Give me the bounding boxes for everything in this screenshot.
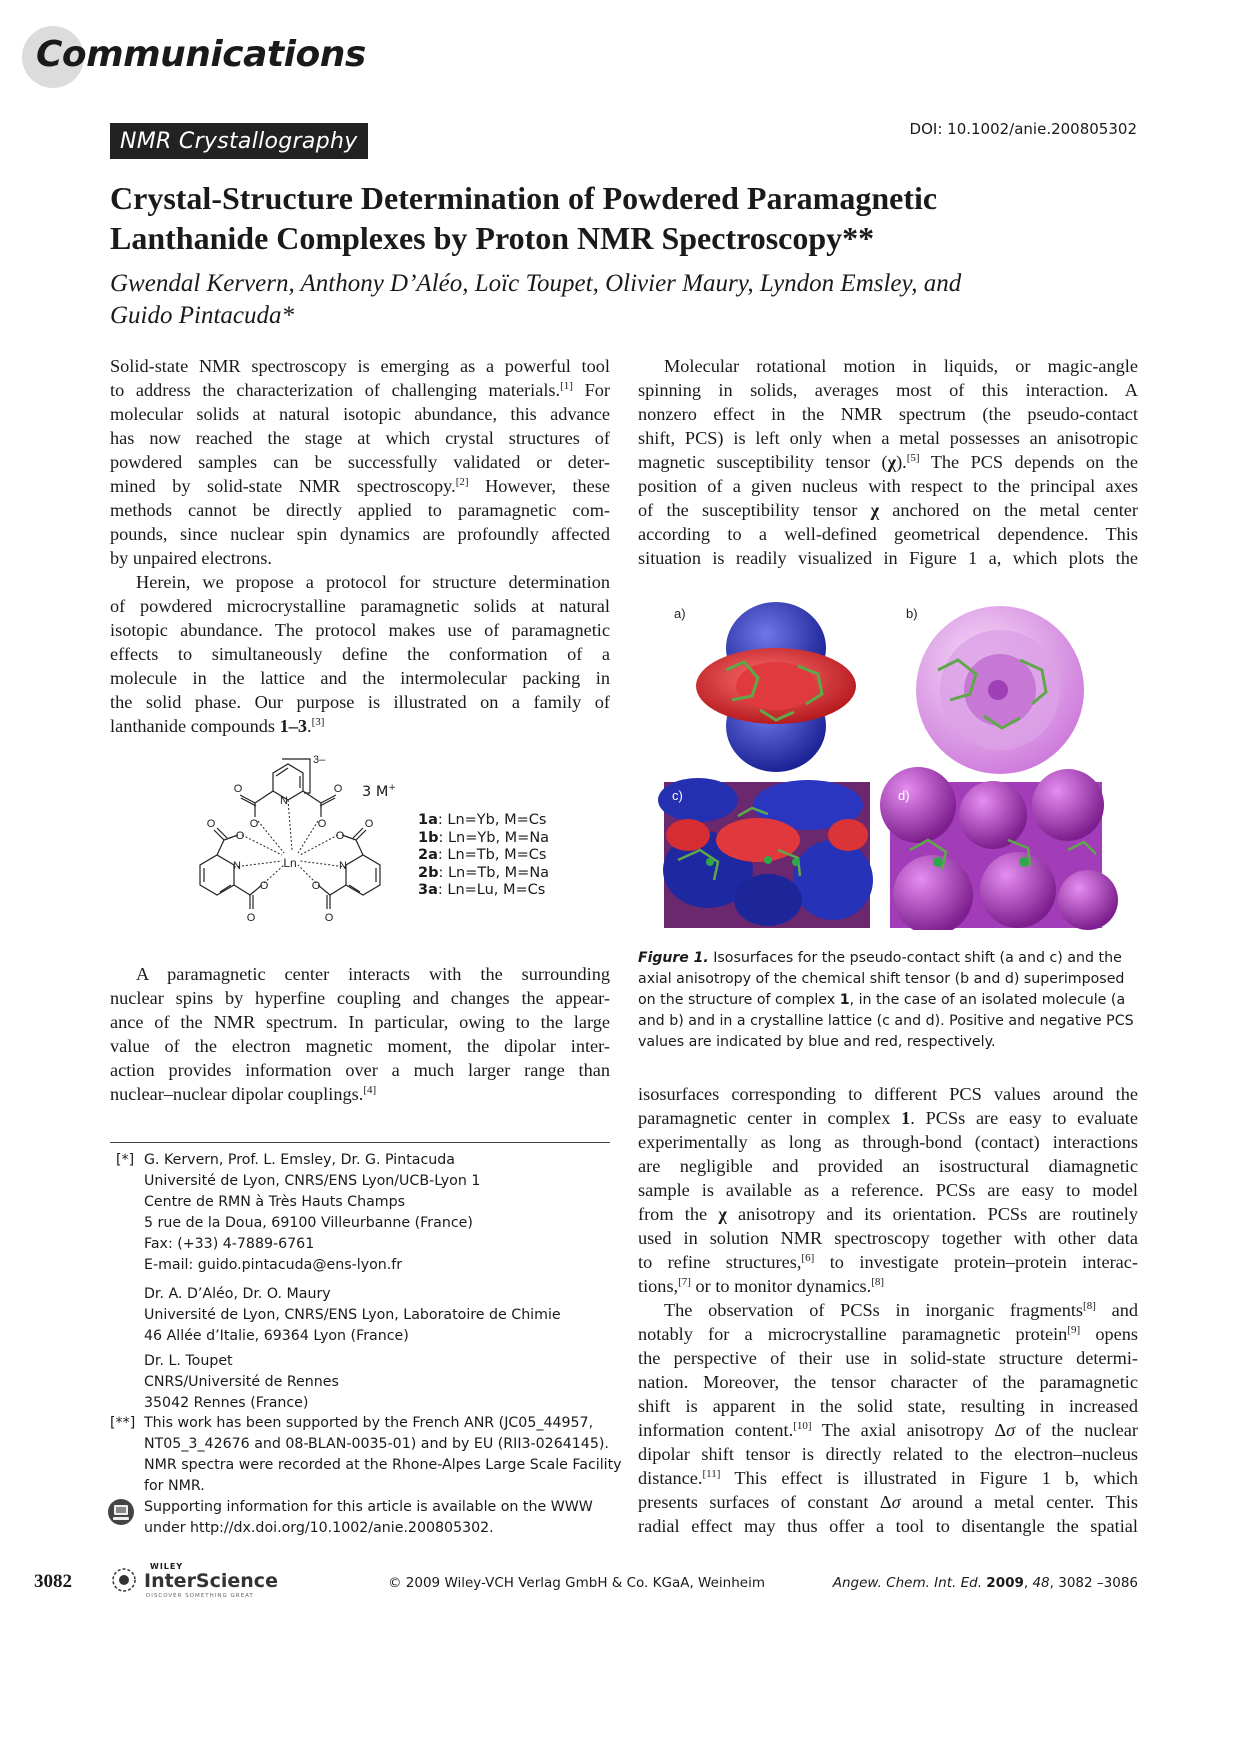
text-line [638, 1106, 1138, 1130]
text-line: molecule in the lattice and the intermolecular packing in [110, 668, 610, 688]
supporting-line: Supporting information for this article is available on the WWW [144, 1499, 593, 1515]
text-line: shift is apparent in the solid state, resulting in increased [638, 1396, 1138, 1416]
footnote-mark: [*] [116, 1152, 135, 1168]
text-line: of powdered microcrystalline paramagnetic solids at natural [110, 596, 610, 616]
paragraph-rotational [638, 354, 1138, 570]
panel-b-isolated-anisotropy [916, 606, 1084, 774]
affiliation-line: Université de Lyon, CNRS/ENS Lyon/UCB-Lyon 1 [144, 1173, 481, 1189]
text-line: used in solution NMR spectroscopy together with other data [638, 1228, 1138, 1248]
sigma-symbol: σ [1006, 1420, 1016, 1440]
text-line: spinning in solids, averages most of this interaction. A [638, 380, 1138, 400]
affiliation-line: Dr. L. Toupet [144, 1353, 233, 1369]
text-line: by unpaired electrons. [110, 548, 272, 568]
title-line: Lanthanide Complexes by Proton NMR Spectroscopy** [110, 220, 875, 256]
funding-line: NT05_3_42676 and 08-BLAN-0035-01) and by EU (RII3-0264145). [144, 1436, 609, 1452]
funding-line: NMR spectra were recorded at the Rhone-Alpes Large Scale Facility [144, 1457, 622, 1473]
supporting-info-note [144, 1497, 593, 1539]
caption-text: on the structure of complex [638, 992, 840, 1008]
caption-line [638, 948, 1138, 969]
email-link[interactable]: E-mail: guido.pintacuda@ens-lyon.fr [144, 1257, 403, 1273]
panel-a-isolated-pcs [696, 602, 856, 772]
panel-label: c) [672, 788, 683, 803]
text-line: the solid phase. Our purpose is illustrated on a family of [110, 692, 610, 712]
figure-1-panels [648, 600, 1118, 930]
compound-desc: : Ln=Lu, M=Cs [437, 882, 546, 898]
charge-label: 3– [313, 755, 326, 766]
text-run: magnetic susceptibility tensor ( [638, 452, 888, 472]
chi-symbol: χ [887, 452, 897, 472]
text-run: presents surfaces of constant Δ [638, 1492, 892, 1512]
citation[interactable]: [8] [1083, 1299, 1096, 1312]
text-run: The axial anisotropy Δ [811, 1420, 1007, 1440]
citation[interactable]: [4] [363, 1083, 377, 1096]
logo-text: InterScience [144, 1570, 278, 1592]
citation[interactable]: [1] [560, 379, 573, 392]
text-run: This effect is illustrated in Figure 1 b, which [720, 1468, 1138, 1488]
text-line: A paramagnetic center interacts with the surrounding [136, 964, 610, 984]
text-line: dipolar shift tensor is directly related to the electron–nucleus [638, 1444, 1138, 1464]
chi-symbol: χ [870, 500, 880, 520]
panel-c-lattice-pcs [658, 778, 873, 928]
affiliation-2 [144, 1284, 561, 1347]
chemical-structure [180, 755, 420, 935]
text-run: opens [1080, 1324, 1138, 1344]
atom-label: N [339, 860, 347, 872]
citation[interactable]: [9] [1067, 1323, 1081, 1336]
funding-note [144, 1413, 622, 1497]
atom-label: O [317, 818, 327, 830]
text-line [110, 378, 610, 402]
text-line: action provides information over a much larger range than [110, 1060, 610, 1080]
compound-item [418, 830, 549, 848]
pyridine-ring [273, 764, 303, 800]
panel-label: d) [898, 788, 910, 803]
citation[interactable]: [2] [455, 475, 469, 488]
compound-item [418, 812, 549, 830]
text-run: The PCS depends on the [919, 452, 1138, 472]
affiliation-line: Université de Lyon, CNRS/ENS Lyon, Laboratoire de Chimie [144, 1307, 561, 1323]
paragraph-protocol [110, 570, 610, 738]
citation[interactable]: [10] [793, 1419, 812, 1432]
compound-id: 3a [418, 882, 438, 898]
counterion-label [362, 783, 396, 800]
caption-line: and b) and in a crystalline lattice (c and d). Positive and negative PCS [638, 1013, 1134, 1029]
text-line: effects to simultaneously define the conformation of a [110, 644, 610, 664]
text-line [638, 1202, 1138, 1226]
compound-desc: : Ln=Tb, M=Na [438, 864, 550, 881]
compound-id: 2b [418, 864, 439, 881]
affiliation-line: Dr. A. D’Aléo, Dr. O. Maury [144, 1286, 331, 1302]
text-run: mined by solid-state NMR spectroscopy. [110, 476, 456, 496]
supporting-link[interactable]: under http://dx.doi.org/10.1002/anie.200805302. [144, 1520, 494, 1536]
text-line: nation. Moreover, the tensor character of the paramagnetic [638, 1372, 1138, 1392]
text-line [638, 1274, 1138, 1298]
caption-line [638, 990, 1138, 1011]
text-run: distance. [638, 1468, 703, 1488]
pyridine-ring [200, 855, 234, 895]
text-line: methods cannot be directly applied to paramagnetic com- [110, 500, 610, 520]
text-line: situation is readily visualized in Figure 1 a, which plots the [638, 548, 1138, 568]
atom-label: O [249, 818, 259, 830]
atom-label: O [233, 783, 243, 795]
title-line: Crystal-Structure Determination of Powdered Paramagnetic [110, 180, 938, 216]
text-run: to refine structures, [638, 1252, 802, 1272]
text-run: . PCSs are easy to evaluate [910, 1108, 1139, 1128]
text-line [638, 1490, 1138, 1514]
atom-label: N [280, 795, 288, 807]
citation[interactable]: [8] [871, 1275, 885, 1288]
journal-name: Angew. Chem. Int. Ed. [832, 1575, 982, 1591]
compound-desc: : Ln=Tb, M=Cs [437, 847, 547, 863]
compound-ref: 1 [839, 992, 850, 1008]
citation[interactable]: [5] [906, 451, 920, 464]
author-list [110, 268, 1140, 332]
compound-id: 1a [418, 812, 438, 828]
panel-label: a) [674, 606, 686, 621]
atom-label: O [246, 912, 256, 924]
sigma-symbol: σ [891, 1492, 901, 1512]
page-number: 3082 [34, 1571, 72, 1592]
text-line: position of a given nucleus with respect to the principal axes [638, 476, 1138, 496]
text-line: molecular solids at natural isotopic abundance, this advance [110, 404, 610, 424]
journal-pages: , 3082 –3086 [1049, 1575, 1138, 1591]
text-run: . [307, 716, 312, 736]
text-run: For [572, 380, 610, 400]
text-run: anchored on the metal center [879, 500, 1139, 520]
paragraph-paramagnetic [110, 962, 610, 1106]
author-line: Guido Pintacuda* [110, 302, 295, 329]
chi-symbol: χ [718, 1204, 727, 1224]
text-run: to investigate protein–protein interac- [814, 1252, 1138, 1272]
atom-label: O [324, 912, 334, 924]
paragraph-intro [110, 354, 610, 570]
journal-volume: 48 [1032, 1575, 1050, 1591]
text-run: and [1095, 1300, 1139, 1320]
text-run: of the susceptibility tensor [638, 500, 871, 520]
atom-label: O [333, 783, 343, 795]
copyright: © 2009 Wiley-VCH Verlag GmbH & Co. KGaA, Weinheim [388, 1575, 765, 1591]
text-line [110, 474, 610, 498]
text-line [638, 1418, 1138, 1442]
metal-label: Ln [283, 856, 297, 870]
affiliation-line: Fax: (+33) 4-7889-6761 [144, 1236, 315, 1252]
text-line: sample is available as a reference. PCSs are easy to model [638, 1180, 1138, 1200]
paragraph-observation [638, 1298, 1138, 1538]
atom-label: N [233, 860, 241, 872]
pyridine-ring [346, 855, 380, 895]
text-line [638, 1250, 1138, 1274]
text-line: shift, PCS) is left only when a metal possesses an anisotropic [638, 428, 1138, 448]
doi[interactable]: DOI: 10.1002/anie.200805302 [909, 120, 1137, 138]
caption-line: axial anisotropy of the chemical shift tensor (b and d) superimposed [638, 971, 1125, 987]
affiliation-line: 5 rue de la Doua, 69100 Villeurbanne (France) [144, 1215, 473, 1231]
section-tag: NMR Crystallography [110, 123, 368, 159]
text-line [110, 714, 610, 738]
text-line: nonzero effect in the NMR spectrum (the pseudo-contact [638, 404, 1138, 424]
affiliation-line: Centre de RMN à Très Hauts Champs [144, 1194, 405, 1210]
text-line [638, 450, 1138, 474]
text-line [110, 1082, 610, 1106]
atom-label: O [335, 830, 345, 842]
atom-label: O [259, 880, 269, 892]
atom-label: O [206, 818, 216, 830]
compound-item [418, 865, 549, 883]
compound-item [418, 882, 549, 900]
text-run: to address the characterization of challenging materials. [110, 380, 561, 400]
affiliation-line: 35042 Rennes (France) [144, 1395, 309, 1411]
text-line: powdered samples can be successfully validated or deter- [110, 452, 610, 472]
logo-small-text: WILEY [150, 1562, 184, 1571]
compound-id: 2a [418, 847, 438, 863]
text-line [638, 1466, 1138, 1490]
text-line: Herein, we propose a protocol for structure determination [136, 572, 610, 592]
atom-label: O [311, 880, 321, 892]
panel-label: b) [906, 606, 918, 621]
footnote-divider [110, 1142, 610, 1143]
logo-tagline: DISCOVER SOMETHING GREAT [146, 1593, 254, 1599]
caption-label: Figure 1. [638, 950, 709, 966]
interscience-logo [110, 1562, 280, 1600]
atom-label: O [364, 818, 374, 830]
text-line [638, 498, 1138, 522]
compound-item [418, 847, 549, 865]
citation[interactable]: [3] [311, 715, 325, 728]
text-line: value of the electron magnetic moment, the dipolar inter- [110, 1036, 610, 1056]
affiliation-line: G. Kervern, Prof. L. Emsley, Dr. G. Pintacuda [144, 1152, 455, 1168]
caption-text: Isosurfaces for the pseudo-contact shift (a and c) and the [708, 950, 1122, 966]
text-run: around a metal center. This [900, 1492, 1138, 1512]
text-run: However, these [468, 476, 611, 496]
text-line: experimentally as long as through-bond (contact) interactions [638, 1132, 1138, 1152]
text-line: Solid-state NMR spectroscopy is emerging as a powerful tool [110, 356, 610, 376]
text-run: lanthanide compounds [110, 716, 280, 736]
text-run: nuclear–nuclear dipolar couplings. [110, 1084, 364, 1104]
text-run: paramagnetic center in complex [638, 1108, 902, 1128]
figure-1 [648, 600, 1118, 930]
article-title [110, 178, 1140, 258]
text-line: has now reached the stage at which crystal structures of [110, 428, 610, 448]
text-line: are negligible and provided an isostructural diamagnetic [638, 1156, 1138, 1176]
caption-line: values are indicated by blue and red, respectively. [638, 1034, 996, 1050]
section-header: Communications [36, 34, 366, 75]
affiliation-line: 46 Allée d’Italie, 69364 Lyon (France) [144, 1328, 409, 1344]
funding-line: for NMR. [144, 1478, 205, 1494]
text-line: pounds, since nuclear spin dynamics are profoundly affected [110, 524, 610, 544]
text-run: anisotropy and its orientation. PCSs are routinely [726, 1204, 1138, 1224]
panel-d-lattice-anisotropy [880, 767, 1118, 930]
text-line [638, 1322, 1138, 1346]
text-run: from the [638, 1204, 719, 1224]
text-run: of the nuclear [1015, 1420, 1138, 1440]
interscience-globe-icon [110, 1566, 138, 1594]
text-run: ). [896, 452, 907, 472]
caption-text: , in the case of an isolated molecule (a [849, 992, 1126, 1008]
compound-ref: 1 [901, 1108, 911, 1128]
compound-list [418, 812, 549, 900]
citation[interactable]: [6] [801, 1251, 815, 1264]
citation[interactable]: [7] [678, 1275, 691, 1288]
charge-bracket [282, 759, 310, 793]
text-line: Molecular rotational motion in liquids, or magic-angle [664, 356, 1138, 376]
compound-ref: 1 [279, 716, 289, 736]
compound-desc: : Ln=Yb, M=Na [438, 829, 550, 846]
text-line [638, 1298, 1138, 1322]
text-line: nuclear spins by hyperfine coupling and changes the appear- [110, 988, 610, 1008]
counterion-text: 3 M [362, 783, 389, 800]
text-run: information content. [638, 1420, 794, 1440]
journal-citation: Angew. Chem. Int. Ed. 2009, 48, 3082 –3086 [832, 1575, 1138, 1591]
journal-year: 2009 [986, 1575, 1024, 1591]
counterion-charge: + [388, 783, 396, 793]
text-line: isotopic abundance. The protocol makes use of paramagnetic [110, 620, 610, 640]
text-run: tions, [638, 1276, 679, 1296]
figure-caption [638, 948, 1138, 1053]
author-line: Gwendal Kervern, Anthony D’Aléo, Loïc Toupet, Olivier Maury, Lyndon Emsley, and [110, 270, 962, 297]
compound-id: 1b [418, 829, 439, 846]
text-run: notably for a microcrystalline paramagnetic protein [638, 1324, 1068, 1344]
text-line: isosurfaces corresponding to different PCS values around the [638, 1084, 1138, 1104]
citation[interactable]: [11] [702, 1467, 721, 1480]
text-line: ance of the NMR spectrum. In particular, owing to the large [110, 1012, 610, 1032]
text-line: according to a well-defined geometrical dependence. This [638, 524, 1138, 544]
text-run: The observation of PCSs in inorganic fragments [664, 1300, 1084, 1320]
text-run: or to monitor dynamics. [690, 1276, 872, 1296]
computer-icon [107, 1498, 135, 1526]
text-line: radial effect may thus offer a tool to disentangle the spatial [638, 1516, 1138, 1536]
funding-line: This work has been supported by the French ANR (JC05_44957, [144, 1415, 594, 1431]
paragraph-isosurfaces [638, 1082, 1138, 1298]
footnote-mark: [**] [110, 1415, 136, 1431]
affiliation-1 [144, 1150, 480, 1276]
text-run: – [288, 716, 298, 736]
compound-desc: : Ln=Yb, M=Cs [437, 812, 547, 828]
atom-label: O [235, 830, 245, 842]
affiliation-line: CNRS/Université de Rennes [144, 1374, 339, 1390]
affiliation-3 [144, 1351, 339, 1414]
compound-ref: 3 [297, 716, 307, 736]
text-line: the perspective of their use in solid-state structure determi- [638, 1348, 1138, 1368]
